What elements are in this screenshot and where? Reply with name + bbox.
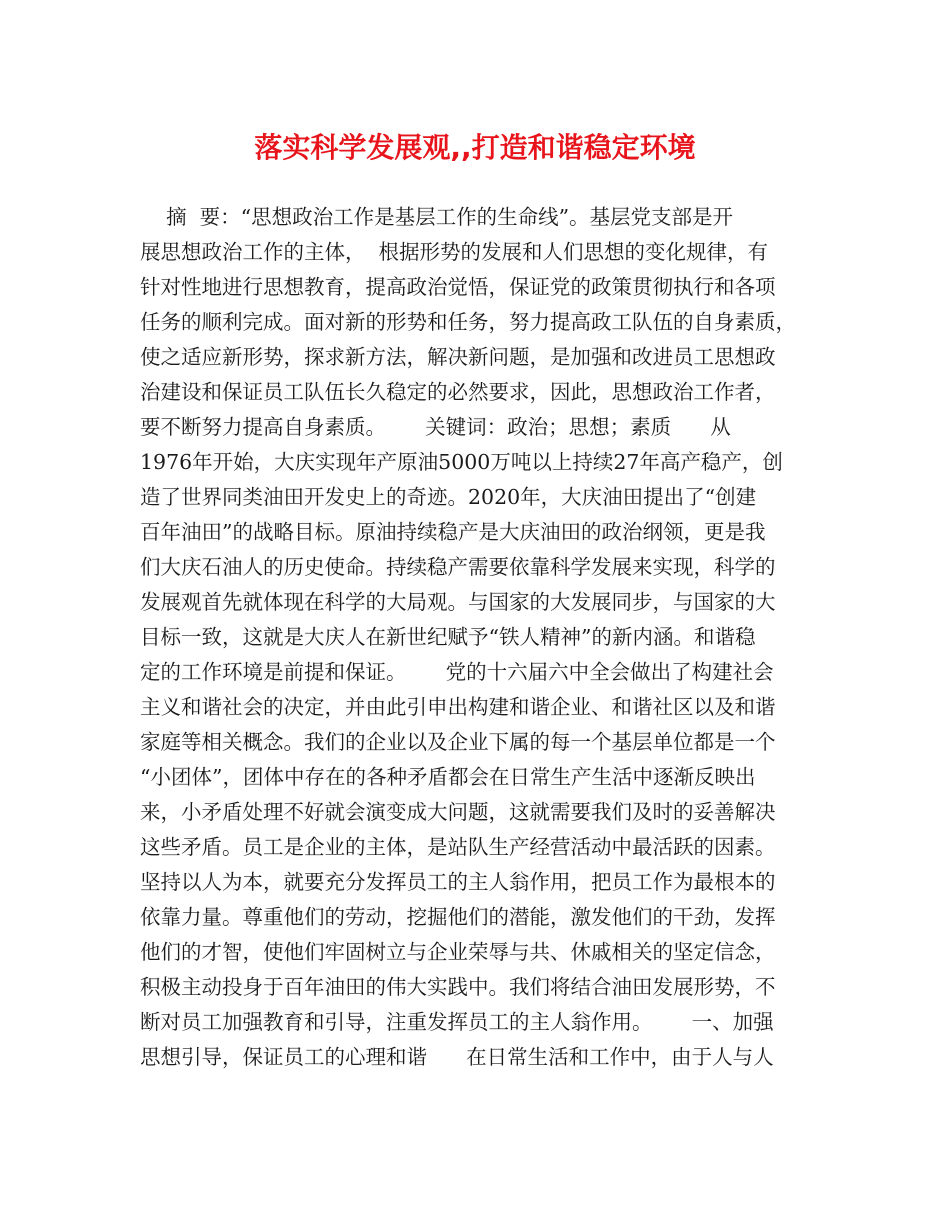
body-line: 主义和谐社会的决定，并由此引申出构建和谐企业、和谐社区以及和谐	[140, 695, 776, 719]
document-body	[140, 200, 820, 1075]
body-line: 任务的顺利完成。面对新的形势和任务，努力提高政工队伍的自身素质，	[140, 310, 796, 334]
body-line: 针对性地进行思想教育，提高政治觉悟，保证党的政策贯彻执行和各项	[140, 275, 776, 299]
body-line: 使之适应新形势，探求新方法，解决新问题，是加强和改进员工思想政	[140, 345, 776, 369]
body-line: 定的工作环境是前提和保证。 党的十六届六中全会做出了构建社会	[140, 660, 774, 684]
body-line: 治建设和保证员工队伍长久稳定的必然要求，因此，思想政治工作者，	[140, 380, 776, 404]
body-line: “小团体”，团体中存在的各种矛盾都会在日常生产生活中逐渐反映出	[140, 765, 756, 789]
body-line: 造了世界同类油田开发史上的奇迹。2020年，大庆油田提出了“创建	[140, 485, 757, 509]
body-line: 发展观首先就体现在科学的大局观。与国家的大发展同步，与国家的大	[140, 590, 776, 614]
body-line: 目标一致，这就是大庆人在新世纪赋予“铁人精神”的新内涵。和谐稳	[140, 625, 756, 649]
body-line: 思想引导，保证员工的心理和谐 在日常生活和工作中，由于人与人	[140, 1045, 774, 1069]
body-line: 摘 要：“思想政治工作是基层工作的生命线”。基层党支部是开	[140, 205, 734, 229]
body-line: 1976年开始，大庆实现年产原油5000万吨以上持续27年高产稳产，创	[140, 450, 783, 474]
body-line: 展思想政治工作的主体， 根据形势的发展和人们思想的变化规律，有	[140, 240, 769, 264]
body-line: 要不断努力提高自身素质。 关键词：政治；思想；素质 从	[140, 415, 731, 439]
body-line: 们大庆石油人的历史使命。持续稳产需要依靠科学发展来实现，科学的	[140, 555, 776, 579]
body-line: 来，小矛盾处理不好就会演变成大问题，这就需要我们及时的妥善解决	[140, 800, 776, 824]
body-line: 断对员工加强教育和引导，注重发挥员工的主人翁作用。 一、加强	[140, 1010, 774, 1034]
body-line: 依靠力量。尊重他们的劳动，挖掘他们的潜能，激发他们的干劲，发挥	[140, 905, 776, 929]
body-line: 坚持以人为本，就要充分发挥员工的主人翁作用，把员工作为最根本的	[140, 870, 776, 894]
body-line: 这些矛盾。员工是企业的主体，是站队生产经营活动中最活跃的因素。	[140, 835, 776, 859]
body-line: 他们的才智，使他们牢固树立与企业荣辱与共、休戚相关的坚定信念，	[140, 940, 776, 964]
document-title: 落实科学发展观,,打造和谐稳定环境	[254, 131, 696, 164]
body-line: 百年油田”的战略目标。原油持续稳产是大庆油田的政治纲领，更是我	[140, 520, 766, 544]
body-line: 家庭等相关概念。我们的企业以及企业下属的每一个基层单位都是一个	[140, 730, 776, 754]
body-line: 积极主动投身于百年油田的伟大实践中。我们将结合油田发展形势，不	[140, 975, 776, 999]
